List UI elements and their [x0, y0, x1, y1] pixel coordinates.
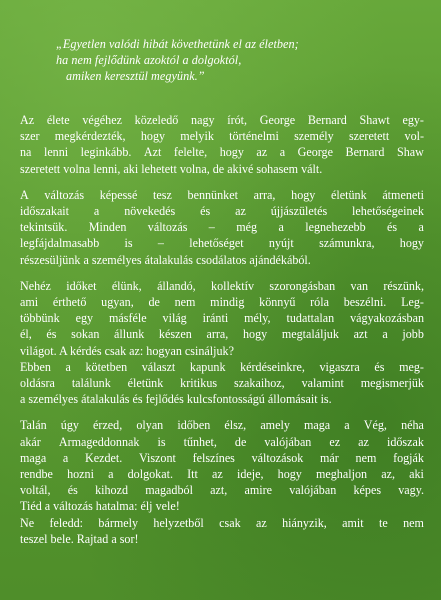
paragraph-3: [20, 278, 424, 408]
text-line: Az élete végéhez közeledő nagy írót, George Bernard Shawt egy-: [20, 113, 424, 127]
quote-line: amiken keresztül megyünk.”: [66, 69, 205, 83]
text-line: na lenni leginkább. Azt felelte, hogy az a George Bernard Shaw: [20, 145, 424, 160]
text-line: Tiéd a változás hatalma: élj vele!: [20, 499, 180, 514]
blurb-text: [20, 112, 424, 547]
text-line: a személyes átalakulás és fejlődés kulcsfontosságú állomásait is.: [20, 392, 332, 407]
text-line: szeretett volna lenni, aki lehetett volna, de akivé sohasem vált.: [20, 161, 323, 176]
paragraph-2: [20, 187, 424, 268]
text-line: Talán úgy érzed, olyan időben élsz, amely maga a Vég, néha: [20, 418, 424, 433]
text-line: részesüljünk a személyes átalakulás csodálatos ajándékából.: [20, 252, 311, 267]
text-line: oldásra találunk életünk kritikus szakaihoz, valamint megismerjük: [20, 376, 424, 391]
text-line: teszel bele. Rajtad a sor!: [20, 531, 139, 546]
text-line: él, és sokan állunk készen arra, hogy megtaláljuk azt a jobb: [20, 327, 424, 342]
text-line: voltál, és kihozd magadból azt, amire valójában képes vagy.: [20, 483, 424, 498]
epigraph-quote: [56, 36, 396, 84]
text-line: időszakait a növekedés és az újjászületés lehetőségeinek: [20, 204, 424, 219]
text-line: maga a Kezdet. Viszont felszínes változások már nem fogják: [20, 450, 424, 465]
paragraph-1: [20, 112, 424, 177]
text-line: Ne feledd: bármely helyzetből csak az hiányzik, amit te nem: [20, 515, 424, 530]
quote-line: ha nem fejlődünk azoktól a dolgoktól,: [56, 53, 242, 67]
text-line: A változás képessé tesz bennünket arra, hogy életünk átmeneti: [20, 187, 424, 202]
text-line: tekintsük. Minden változás – még a legnehezebb és a: [20, 220, 424, 235]
quote-line: „Egyetlen valódi hibát követhetünk el az életben;: [56, 37, 299, 51]
text-line: ami érthető ugyan, de nem mindig könnyű róla beszélni. Leg-: [20, 295, 424, 310]
text-line: akár Armageddonnak is tűnhet, de valójában ez az időszak: [20, 434, 424, 449]
text-line: szer megkérdezték, hogy melyik történelmi személy szeretett vol-: [20, 129, 424, 144]
text-line: legfájdalmasabb is – lehetőséget nyújt számunkra, hogy: [20, 236, 424, 251]
text-line: Nehéz időket élünk, állandó, kollektív szorongásban van részünk,: [20, 278, 424, 293]
paragraph-4: [20, 417, 424, 547]
text-line: rendbe hozni a dolgokat. Itt az ideje, hogy meghaljon az, aki: [20, 467, 424, 482]
text-line: többünk egy másféle világ iránti mély, tudattalan vágyakozásban: [20, 311, 424, 326]
text-line: Ebben a kötetben választ kapunk kérdéseinkre, vigaszra és meg-: [20, 359, 424, 374]
text-line: világot. A kérdés csak az: hogyan csináljuk?: [20, 343, 234, 358]
